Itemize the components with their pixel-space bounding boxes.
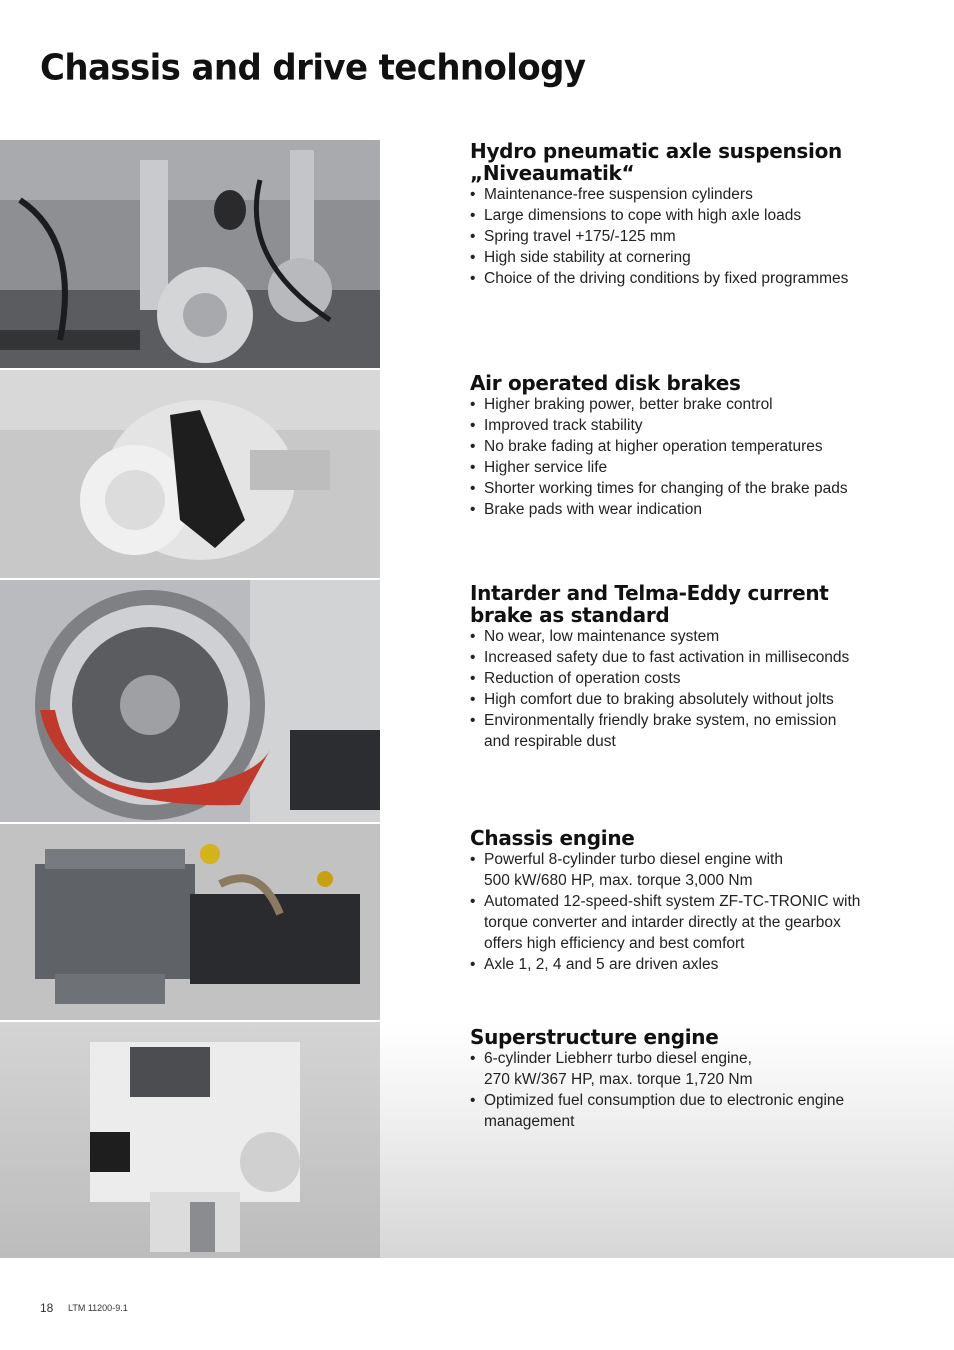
intarder-photo	[0, 580, 380, 822]
bullet-item	[470, 710, 910, 752]
bullet-text-line: No wear, low maintenance system	[484, 628, 720, 645]
bullet-item	[470, 954, 910, 975]
intarder-section	[470, 582, 910, 752]
superstructure-engine-section	[470, 1026, 910, 1132]
bullet-text-line: Choice of the driving conditions by fixed programmes	[484, 270, 849, 287]
bullet-item	[470, 268, 910, 289]
bullet-item	[470, 226, 910, 247]
section-heading	[470, 1026, 910, 1048]
section-heading	[470, 140, 910, 184]
page-title: Chassis and drive technology	[40, 47, 586, 89]
bullet-item	[470, 626, 910, 647]
bullet-item	[470, 436, 910, 457]
bullet-item	[470, 499, 910, 520]
bullet-item	[470, 478, 910, 499]
bullet-text-line: Brake pads with wear indication	[484, 501, 702, 518]
bullet-text-line: offers high efficiency and best comfort	[484, 935, 745, 952]
bullet-text-line: and respirable dust	[484, 733, 616, 750]
bullet-text-line: Axle 1, 2, 4 and 5 are driven axles	[484, 956, 719, 973]
bullet-text-line: Optimized fuel consumption due to electronic engine	[484, 1092, 845, 1109]
heading-line: brake as standard	[470, 603, 670, 627]
bullet-text-line: Environmentally friendly brake system, no emission	[484, 712, 837, 729]
bullet-text-line: Automated 12-speed-shift system ZF-TC-TRONIC with	[484, 893, 861, 910]
bullet-item	[470, 247, 910, 268]
bullet-text-line: 6-cylinder Liebherr turbo diesel engine,	[484, 1050, 752, 1067]
bullet-text-line: High side stability at cornering	[484, 249, 691, 266]
bullet-text-line: Spring travel +175/-125 mm	[484, 228, 676, 245]
bullet-text-line: High comfort due to braking absolutely without jolts	[484, 691, 834, 708]
bullet-item	[470, 457, 910, 478]
section-heading	[470, 582, 910, 626]
bullet-text-line: Shorter working times for changing of the brake pads	[484, 480, 848, 497]
page-number: 18	[40, 1301, 54, 1315]
bullet-text-line: management	[484, 1113, 575, 1130]
axle-suspension-section	[470, 140, 910, 289]
section-heading	[470, 372, 910, 394]
bullet-list	[470, 394, 910, 520]
heading-line: „Niveaumatik“	[470, 161, 635, 185]
bullet-text-line: 500 kW/680 HP, max. torque 3,000 Nm	[484, 872, 753, 889]
bullet-item	[470, 668, 910, 689]
bullet-text-line: Reduction of operation costs	[484, 670, 681, 687]
bullet-text-line: Higher braking power, better brake control	[484, 396, 773, 413]
bullet-item	[470, 689, 910, 710]
bullet-text-line: Powerful 8-cylinder turbo diesel engine with	[484, 851, 783, 868]
bullet-item	[470, 1090, 910, 1132]
model-designation: LTM 11200-9.1	[68, 1303, 128, 1313]
bullet-text-line: 270 kW/367 HP, max. torque 1,720 Nm	[484, 1071, 753, 1088]
bullet-item	[470, 849, 910, 891]
bullet-list	[470, 1048, 910, 1132]
bullet-text-line: Maintenance-free suspension cylinders	[484, 186, 753, 203]
bullet-item	[470, 205, 910, 226]
bullet-item	[470, 891, 910, 954]
bullet-text-line: Higher service life	[484, 459, 608, 476]
chassis-engine-section	[470, 827, 910, 975]
bullet-list	[470, 849, 910, 975]
heading-line: Air operated disk brakes	[470, 371, 741, 395]
heading-line: Chassis engine	[470, 826, 635, 850]
disk-brake-photo	[0, 370, 380, 578]
bullet-text-line: torque converter and intarder directly at the gearbox	[484, 914, 841, 931]
bullet-item	[470, 415, 910, 436]
heading-line: Hydro pneumatic axle suspension	[470, 139, 842, 163]
axle-suspension-photo	[0, 140, 380, 368]
bullet-item	[470, 1048, 910, 1090]
bullet-list	[470, 626, 910, 752]
bullet-text-line: Large dimensions to cope with high axle loads	[484, 207, 802, 224]
chassis-engine-photo	[0, 824, 380, 1020]
heading-line: Intarder and Telma-Eddy current	[470, 581, 829, 605]
bullet-text-line: Increased safety due to fast activation in milliseconds	[484, 649, 850, 666]
bullet-list	[470, 184, 910, 289]
section-heading	[470, 827, 910, 849]
superstructure-engine-photo	[0, 1022, 380, 1258]
bullet-text-line: No brake fading at higher operation temperatures	[484, 438, 823, 455]
heading-line: Superstructure engine	[470, 1025, 719, 1049]
bullet-item	[470, 184, 910, 205]
bullet-text-line: Improved track stability	[484, 417, 643, 434]
bullet-item	[470, 394, 910, 415]
bullet-item	[470, 647, 910, 668]
disk-brakes-section	[470, 372, 910, 520]
